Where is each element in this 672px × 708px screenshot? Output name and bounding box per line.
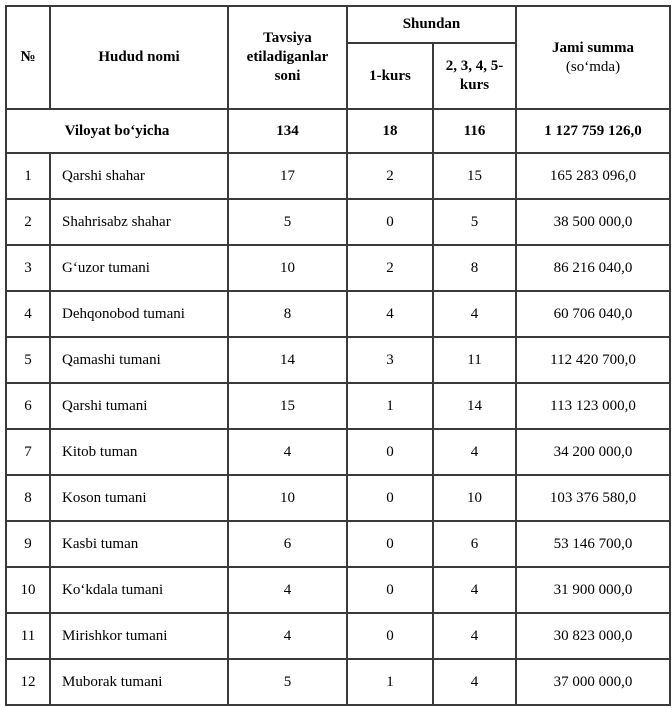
kurs1-count: 4 — [347, 291, 433, 337]
kurs1-count: 0 — [347, 567, 433, 613]
recommended-count: 5 — [228, 659, 347, 705]
kurs2345-count: 11 — [433, 337, 516, 383]
recommended-count: 4 — [228, 567, 347, 613]
header-total-sum — [516, 6, 670, 109]
table-row — [6, 153, 670, 199]
row-number: 3 — [6, 245, 50, 291]
total-sum: 86 216 040,0 — [516, 245, 670, 291]
table-row — [6, 383, 670, 429]
row-number: 8 — [6, 475, 50, 521]
header-total-sum-title: Jami summa — [551, 39, 635, 56]
kurs2345-count: 4 — [433, 613, 516, 659]
row-number: 9 — [6, 521, 50, 567]
total-sum: 30 823 000,0 — [516, 613, 670, 659]
region-name: Qamashi tumani — [50, 337, 228, 383]
summary-total: 1 127 759 126,0 — [516, 109, 670, 153]
total-sum: 112 420 700,0 — [516, 337, 670, 383]
total-sum: 34 200 000,0 — [516, 429, 670, 475]
row-number: 2 — [6, 199, 50, 245]
summary-kurs1: 18 — [347, 109, 433, 153]
kurs2345-count: 15 — [433, 153, 516, 199]
kurs1-count: 0 — [347, 429, 433, 475]
region-name: Kitob tuman — [50, 429, 228, 475]
table-row — [6, 337, 670, 383]
header-row-top — [6, 6, 670, 43]
kurs2345-count: 4 — [433, 429, 516, 475]
table-row — [6, 199, 670, 245]
region-name: Qarshi shahar — [50, 153, 228, 199]
header-total-sum-unit: (soʻmda) — [565, 58, 621, 75]
table-row — [6, 429, 670, 475]
summary-label: Viloyat boʻyicha — [6, 109, 228, 153]
total-sum: 37 000 000,0 — [516, 659, 670, 705]
total-sum: 53 146 700,0 — [516, 521, 670, 567]
region-name: Koson tumani — [50, 475, 228, 521]
kurs2345-count: 4 — [433, 567, 516, 613]
header-kurs-2345: 2, 3, 4, 5-kurs — [433, 43, 516, 109]
recommended-count: 6 — [228, 521, 347, 567]
region-funding-table — [5, 5, 671, 706]
header-no: № — [6, 6, 50, 109]
recommended-count: 4 — [228, 613, 347, 659]
recommended-count: 5 — [228, 199, 347, 245]
kurs1-count: 0 — [347, 475, 433, 521]
region-name: Dehqonobod tumani — [50, 291, 228, 337]
row-number: 12 — [6, 659, 50, 705]
table-row — [6, 291, 670, 337]
region-name: Muborak tumani — [50, 659, 228, 705]
kurs1-count: 3 — [347, 337, 433, 383]
total-sum: 113 123 000,0 — [516, 383, 670, 429]
total-sum: 31 900 000,0 — [516, 567, 670, 613]
table-row — [6, 475, 670, 521]
recommended-count: 17 — [228, 153, 347, 199]
region-name: Kasbi tuman — [50, 521, 228, 567]
table-row — [6, 659, 670, 705]
region-name: Gʻuzor tumani — [50, 245, 228, 291]
table-row — [6, 245, 670, 291]
row-number: 6 — [6, 383, 50, 429]
kurs1-count: 1 — [347, 659, 433, 705]
kurs2345-count: 8 — [433, 245, 516, 291]
kurs1-count: 1 — [347, 383, 433, 429]
total-sum: 38 500 000,0 — [516, 199, 670, 245]
kurs2345-count: 14 — [433, 383, 516, 429]
region-name: Qarshi tumani — [50, 383, 228, 429]
recommended-count: 10 — [228, 245, 347, 291]
region-name: Mirishkor tumani — [50, 613, 228, 659]
row-number: 11 — [6, 613, 50, 659]
region-name: Koʻkdala tumani — [50, 567, 228, 613]
kurs1-count: 0 — [347, 199, 433, 245]
kurs1-count: 2 — [347, 153, 433, 199]
region-name: Shahrisabz shahar — [50, 199, 228, 245]
recommended-count: 10 — [228, 475, 347, 521]
row-number: 7 — [6, 429, 50, 475]
recommended-count: 4 — [228, 429, 347, 475]
recommended-count: 8 — [228, 291, 347, 337]
table-row — [6, 613, 670, 659]
summary-row — [6, 109, 670, 153]
row-number: 1 — [6, 153, 50, 199]
header-shundan: Shundan — [347, 6, 516, 43]
summary-kurs2345: 116 — [433, 109, 516, 153]
kurs1-count: 0 — [347, 521, 433, 567]
total-sum: 60 706 040,0 — [516, 291, 670, 337]
header-recommended-count: Tavsiya etiladiganlar soni — [228, 6, 347, 109]
header-kurs-1: 1-kurs — [347, 43, 433, 109]
kurs1-count: 2 — [347, 245, 433, 291]
summary-recommended: 134 — [228, 109, 347, 153]
total-sum: 103 376 580,0 — [516, 475, 670, 521]
kurs2345-count: 5 — [433, 199, 516, 245]
kurs2345-count: 4 — [433, 291, 516, 337]
header-region-name: Hudud nomi — [50, 6, 228, 109]
row-number: 4 — [6, 291, 50, 337]
table-row — [6, 567, 670, 613]
row-number: 5 — [6, 337, 50, 383]
kurs2345-count: 4 — [433, 659, 516, 705]
total-sum: 165 283 096,0 — [516, 153, 670, 199]
recommended-count: 15 — [228, 383, 347, 429]
row-number: 10 — [6, 567, 50, 613]
recommended-count: 14 — [228, 337, 347, 383]
kurs2345-count: 10 — [433, 475, 516, 521]
table-row — [6, 521, 670, 567]
kurs1-count: 0 — [347, 613, 433, 659]
kurs2345-count: 6 — [433, 521, 516, 567]
